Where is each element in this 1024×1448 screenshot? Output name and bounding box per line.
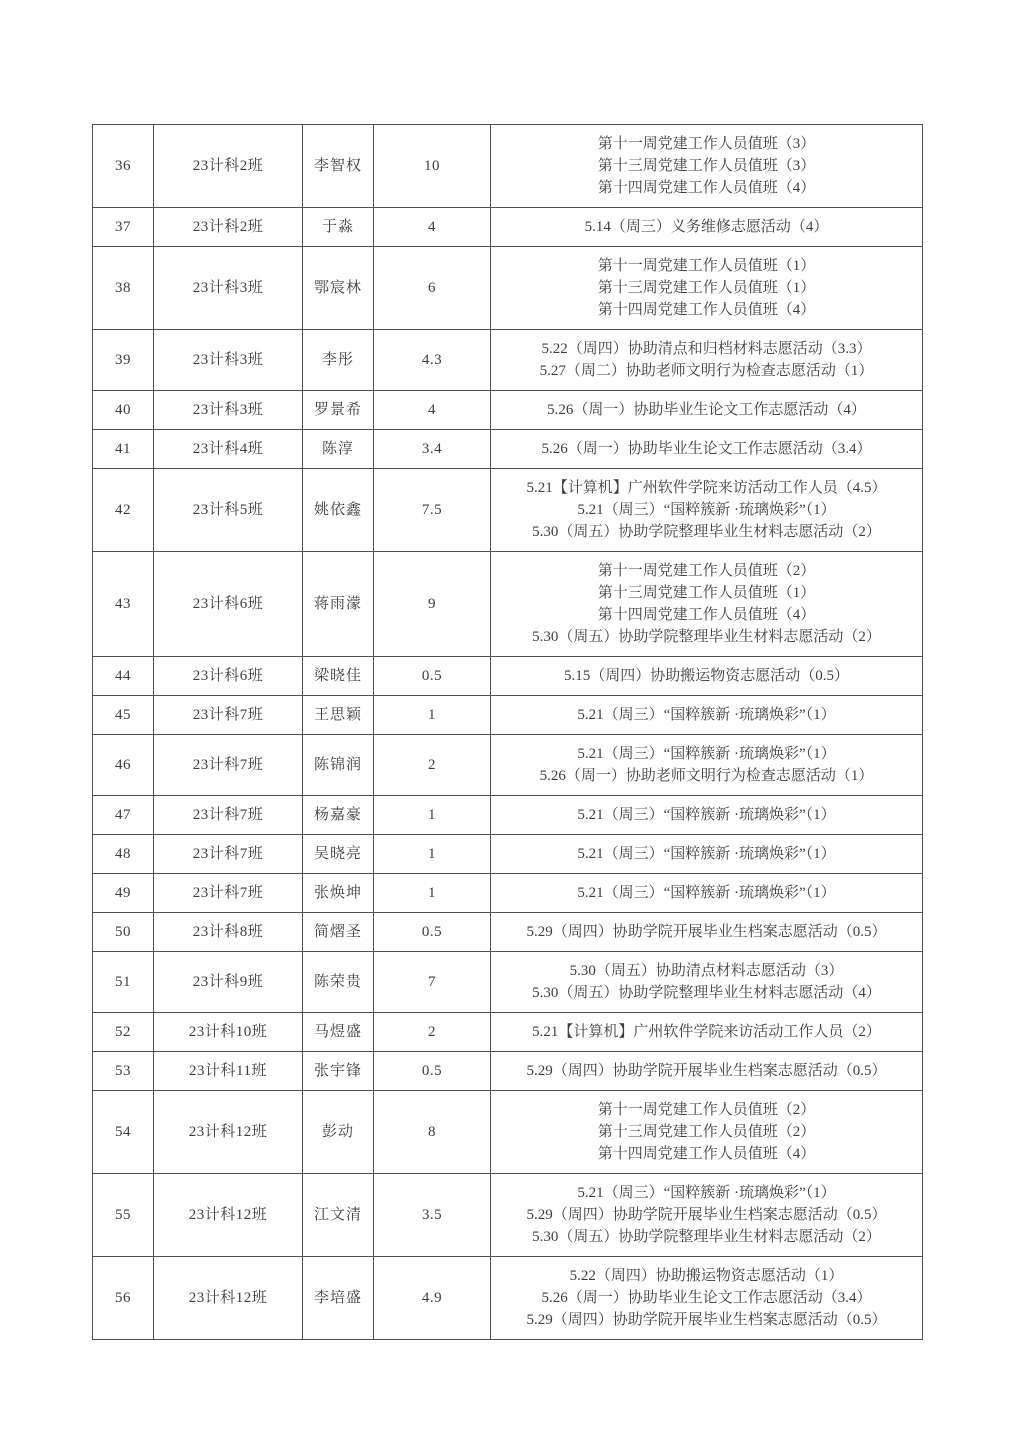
activities-cell: [491, 696, 923, 735]
activity-line: 5.21【计算机】广州软件学院来访活动工作人员（4.5）: [526, 480, 887, 496]
student-name-cell: 李智权: [303, 125, 374, 208]
hours-cell: 3.5: [374, 1174, 491, 1257]
activity-line: 5.21（周三）“国粹簇新 ·琉璃焕彩”（1）: [577, 746, 836, 762]
hours-cell: 0.5: [374, 1052, 491, 1091]
student-name-cell: 王思颖: [303, 696, 374, 735]
row-number-cell: 37: [93, 208, 154, 247]
row-number-cell: 38: [93, 247, 154, 330]
class-cell: 23计科7班: [154, 874, 303, 913]
hours-cell: 4: [374, 208, 491, 247]
table-row: [93, 330, 923, 391]
row-number-cell: 39: [93, 330, 154, 391]
student-name-cell: 于淼: [303, 208, 374, 247]
activity-line: 第十三周党建工作人员值班（2）: [597, 1124, 816, 1140]
class-cell: 23计科3班: [154, 330, 303, 391]
activities-cell: [491, 247, 923, 330]
activity-line: 5.21（周三）“国粹簇新 ·琉璃焕彩”（1）: [577, 846, 836, 862]
hours-cell: 4: [374, 391, 491, 430]
table-row: [93, 247, 923, 330]
row-number-cell: 54: [93, 1091, 154, 1174]
activities-cell: [491, 330, 923, 391]
table-row: [93, 430, 923, 469]
class-cell: 23计科12班: [154, 1091, 303, 1174]
row-number-cell: 41: [93, 430, 154, 469]
student-name-cell: 李彤: [303, 330, 374, 391]
row-number-cell: 56: [93, 1257, 154, 1340]
activity-line: 5.22（周四）协助搬运物资志愿活动（1）: [569, 1268, 844, 1284]
student-name-cell: 陈荣贵: [303, 952, 374, 1013]
activity-line: 5.29（周四）协助学院开展毕业生档案志愿活动（0.5）: [526, 924, 887, 940]
row-number-cell: 43: [93, 552, 154, 657]
class-cell: 23计科3班: [154, 247, 303, 330]
row-number-cell: 46: [93, 735, 154, 796]
activity-line: 5.14（周三）义务维修志愿活动（4）: [584, 219, 829, 235]
row-number-cell: 53: [93, 1052, 154, 1091]
student-name-cell: 梁晓佳: [303, 657, 374, 696]
activity-line: 5.30（周五）协助学院整理毕业生材料志愿活动（2）: [532, 524, 881, 540]
class-cell: 23计科12班: [154, 1174, 303, 1257]
row-number-cell: 44: [93, 657, 154, 696]
student-name-cell: 陈锦润: [303, 735, 374, 796]
student-name-cell: 简熠圣: [303, 913, 374, 952]
activities-cell: [491, 1013, 923, 1052]
student-name-cell: 彭动: [303, 1091, 374, 1174]
activities-cell: [491, 391, 923, 430]
hours-cell: 6: [374, 247, 491, 330]
activities-cell: [491, 1174, 923, 1257]
activity-line: 5.22（周四）协助清点和归档材料志愿活动（3.3）: [541, 341, 872, 357]
student-name-cell: 姚依鑫: [303, 469, 374, 552]
class-cell: 23计科3班: [154, 391, 303, 430]
row-number-cell: 52: [93, 1013, 154, 1052]
hours-cell: 1: [374, 696, 491, 735]
row-number-cell: 50: [93, 913, 154, 952]
activity-line: 5.21（周三）“国粹簇新 ·琉璃焕彩”（1）: [577, 502, 836, 518]
activity-line: 5.26（周一）协助老师文明行为检查志愿活动（1）: [539, 768, 874, 784]
table-row: [93, 913, 923, 952]
row-number-cell: 51: [93, 952, 154, 1013]
class-cell: 23计科2班: [154, 125, 303, 208]
table-row: [93, 952, 923, 1013]
activity-line: 第十三周党建工作人员值班（1）: [597, 585, 816, 601]
activity-line: 第十四周党建工作人员值班（4）: [597, 607, 816, 623]
class-cell: 23计科7班: [154, 835, 303, 874]
table-row: [93, 1052, 923, 1091]
activity-line: 第十四周党建工作人员值班（4）: [597, 180, 816, 196]
activity-line: 第十一周党建工作人员值班（2）: [597, 1102, 816, 1118]
table-row: [93, 796, 923, 835]
activities-cell: [491, 430, 923, 469]
table-row: [93, 1174, 923, 1257]
activity-line: 第十四周党建工作人员值班（4）: [597, 1146, 816, 1162]
hours-cell: 0.5: [374, 913, 491, 952]
table-row: [93, 1013, 923, 1052]
hours-cell: 1: [374, 796, 491, 835]
activity-line: 5.15（周四）协助搬运物资志愿活动（0.5）: [563, 668, 849, 684]
hours-cell: 2: [374, 735, 491, 796]
table-row: [93, 1257, 923, 1340]
activities-cell: [491, 1052, 923, 1091]
student-name-cell: 陈淳: [303, 430, 374, 469]
hours-cell: 4.3: [374, 330, 491, 391]
row-number-cell: 55: [93, 1174, 154, 1257]
activities-cell: [491, 208, 923, 247]
activities-cell: [491, 125, 923, 208]
activities-cell: [491, 874, 923, 913]
student-name-cell: 杨嘉豪: [303, 796, 374, 835]
row-number-cell: 47: [93, 796, 154, 835]
student-name-cell: 吴晓亮: [303, 835, 374, 874]
class-cell: 23计科8班: [154, 913, 303, 952]
activities-cell: [491, 1257, 923, 1340]
activity-line: 第十一周党建工作人员值班（3）: [597, 136, 816, 152]
student-name-cell: 李培盛: [303, 1257, 374, 1340]
activities-cell: [491, 657, 923, 696]
activity-line: 5.21【计算机】广州软件学院来访活动工作人员（2）: [532, 1024, 881, 1040]
activity-line: 5.30（周五）协助学院整理毕业生材料志愿活动（2）: [532, 629, 881, 645]
row-number-cell: 42: [93, 469, 154, 552]
activity-line: 5.21（周三）“国粹簇新 ·琉璃焕彩”（1）: [577, 885, 836, 901]
row-number-cell: 48: [93, 835, 154, 874]
hours-cell: 2: [374, 1013, 491, 1052]
table-body: [93, 125, 923, 1340]
activities-cell: [491, 552, 923, 657]
row-number-cell: 49: [93, 874, 154, 913]
class-cell: 23计科5班: [154, 469, 303, 552]
student-name-cell: 蒋雨濛: [303, 552, 374, 657]
activity-line: 第十一周党建工作人员值班（2）: [597, 563, 816, 579]
table-row: [93, 125, 923, 208]
activities-cell: [491, 952, 923, 1013]
activities-cell: [491, 796, 923, 835]
activity-line: 5.30（周五）协助清点材料志愿活动（3）: [569, 963, 844, 979]
table-row: [93, 657, 923, 696]
table-row: [93, 391, 923, 430]
activity-line: 5.21（周三）“国粹簇新 ·琉璃焕彩”（1）: [577, 1185, 836, 1201]
hours-cell: 0.5: [374, 657, 491, 696]
class-cell: 23计科12班: [154, 1257, 303, 1340]
activity-line: 5.27（周二）协助老师文明行为检查志愿活动（1）: [539, 363, 874, 379]
activities-cell: [491, 835, 923, 874]
table-row: [93, 835, 923, 874]
activities-cell: [491, 469, 923, 552]
student-name-cell: 鄂宸林: [303, 247, 374, 330]
activity-line: 第十四周党建工作人员值班（4）: [597, 302, 816, 318]
student-name-cell: 江文清: [303, 1174, 374, 1257]
activities-cell: [491, 913, 923, 952]
table-row: [93, 696, 923, 735]
hours-cell: 8: [374, 1091, 491, 1174]
class-cell: 23计科7班: [154, 696, 303, 735]
student-name-cell: 罗景希: [303, 391, 374, 430]
activity-line: 5.30（周五）协助学院整理毕业生材料志愿活动（2）: [532, 1229, 881, 1245]
hours-cell: 10: [374, 125, 491, 208]
hours-cell: 1: [374, 874, 491, 913]
activities-cell: [491, 735, 923, 796]
hours-cell: 7.5: [374, 469, 491, 552]
activity-line: 5.21（周三）“国粹簇新 ·琉璃焕彩”（1）: [577, 707, 836, 723]
activities-cell: [491, 1091, 923, 1174]
student-name-cell: 马煜盛: [303, 1013, 374, 1052]
hours-cell: 9: [374, 552, 491, 657]
table-row: [93, 1091, 923, 1174]
student-name-cell: 张焕坤: [303, 874, 374, 913]
class-cell: 23计科4班: [154, 430, 303, 469]
class-cell: 23计科9班: [154, 952, 303, 1013]
activity-line: 5.26（周一）协助毕业生论文工作志愿活动（4）: [547, 402, 866, 418]
activity-line: 第十一周党建工作人员值班（1）: [597, 258, 816, 274]
row-number-cell: 45: [93, 696, 154, 735]
hours-cell: 3.4: [374, 430, 491, 469]
volunteer-records-table: [92, 124, 923, 1340]
hours-cell: 4.9: [374, 1257, 491, 1340]
table-row: [93, 874, 923, 913]
class-cell: 23计科6班: [154, 552, 303, 657]
table-row: [93, 735, 923, 796]
table-row: [93, 208, 923, 247]
student-name-cell: 张宇锋: [303, 1052, 374, 1091]
activity-line: 第十三周党建工作人员值班（1）: [597, 280, 816, 296]
hours-cell: 7: [374, 952, 491, 1013]
table-row: [93, 469, 923, 552]
activity-line: 5.29（周四）协助学院开展毕业生档案志愿活动（0.5）: [526, 1207, 887, 1223]
activity-line: 5.30（周五）协助学院整理毕业生材料志愿活动（4）: [532, 985, 881, 1001]
class-cell: 23计科7班: [154, 796, 303, 835]
activity-line: 5.29（周四）协助学院开展毕业生档案志愿活动（0.5）: [526, 1312, 887, 1328]
row-number-cell: 36: [93, 125, 154, 208]
activity-line: 第十三周党建工作人员值班（3）: [597, 158, 816, 174]
class-cell: 23计科2班: [154, 208, 303, 247]
class-cell: 23计科10班: [154, 1013, 303, 1052]
hours-cell: 1: [374, 835, 491, 874]
activity-line: 5.26（周一）协助毕业生论文工作志愿活动（3.4）: [541, 1290, 872, 1306]
class-cell: 23计科7班: [154, 735, 303, 796]
class-cell: 23计科6班: [154, 657, 303, 696]
activity-line: 5.26（周一）协助毕业生论文工作志愿活动（3.4）: [541, 441, 872, 457]
activity-line: 5.21（周三）“国粹簇新 ·琉璃焕彩”（1）: [577, 807, 836, 823]
class-cell: 23计科11班: [154, 1052, 303, 1091]
row-number-cell: 40: [93, 391, 154, 430]
activity-line: 5.29（周四）协助学院开展毕业生档案志愿活动（0.5）: [526, 1063, 887, 1079]
table-row: [93, 552, 923, 657]
